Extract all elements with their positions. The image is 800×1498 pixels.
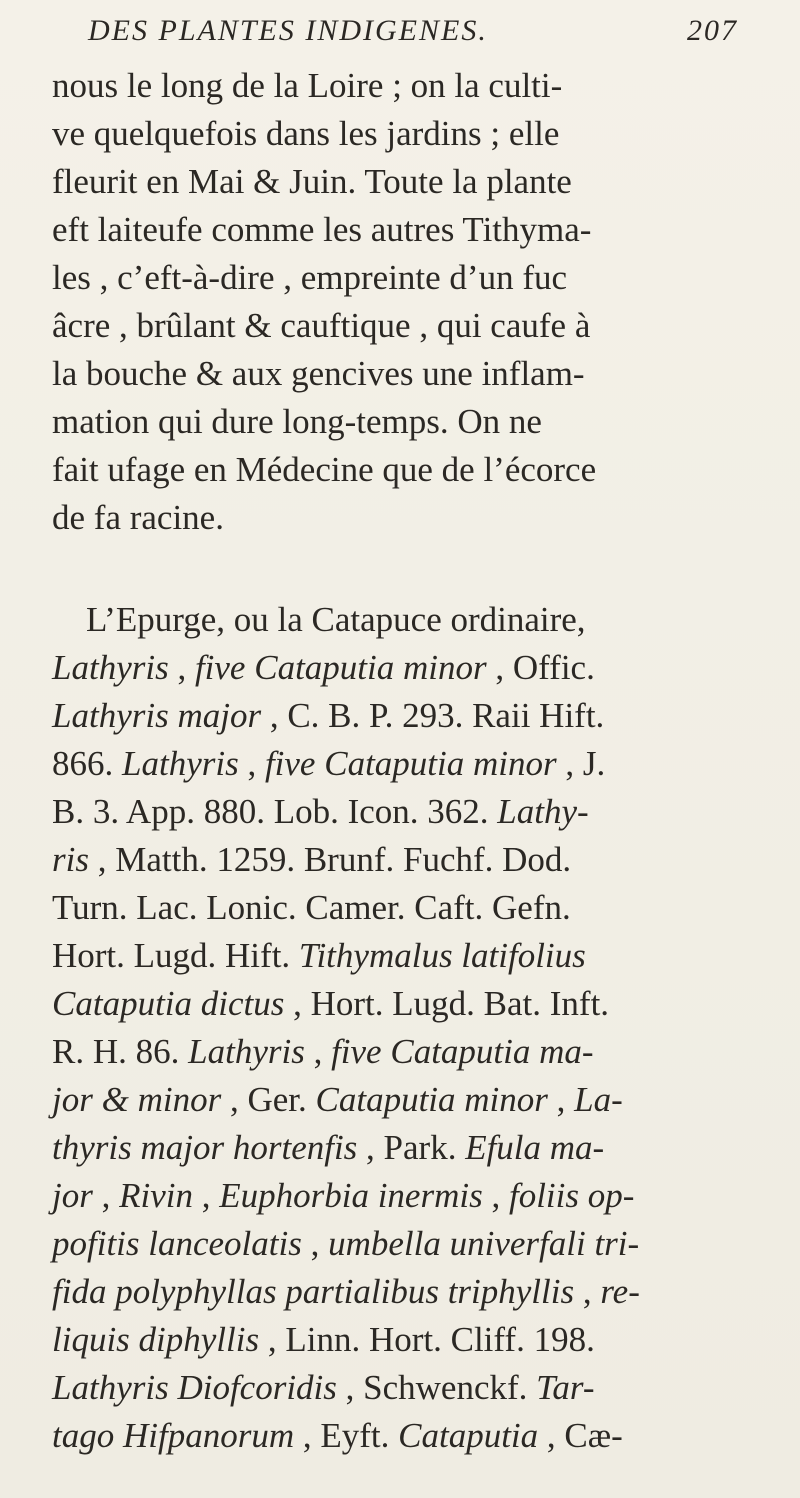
text-line xyxy=(52,692,762,740)
text-line xyxy=(52,62,762,110)
italic-segment: jor & minor xyxy=(52,1080,222,1119)
paragraph-2 xyxy=(52,596,762,1460)
italic-segment: Cataputia xyxy=(398,1416,539,1455)
text-segment: ve quelquefois dans les jardins ; elle xyxy=(52,114,560,153)
text-segment: , Park. xyxy=(357,1128,466,1167)
text-segment: B. 3. App. 880. Lob. Icon. 362. xyxy=(52,792,498,831)
italic-segment: Lathyris xyxy=(188,1032,305,1071)
text-segment: , Schwenckf. xyxy=(336,1368,537,1407)
body-text xyxy=(52,62,762,1460)
text-line xyxy=(52,158,762,206)
text-segment: âcre , brûlant & cauftique , qui caufe à xyxy=(52,306,591,345)
text-line xyxy=(52,302,762,350)
text-line xyxy=(52,1412,762,1460)
text-line xyxy=(52,494,762,542)
italic-segment: Efula ma- xyxy=(465,1128,605,1167)
text-segment: mation qui dure long-temps. On ne xyxy=(52,402,542,441)
text-segment: R. H. 86. xyxy=(52,1032,189,1071)
text-segment: fait ufage en Médecine que de l’écorce xyxy=(52,450,597,489)
text-segment: , Linn. Hort. Cliff. 198. xyxy=(259,1320,595,1359)
text-segment: , Offic. xyxy=(486,648,595,687)
text-segment: , xyxy=(192,1176,220,1215)
text-line xyxy=(52,1316,762,1364)
italic-segment: Tar- xyxy=(536,1368,595,1407)
italic-segment: five Cataputia ma- xyxy=(331,1032,594,1071)
italic-segment: Lathyris major xyxy=(52,696,262,735)
text-segment: , Cæ- xyxy=(538,1416,623,1455)
text-line xyxy=(52,788,762,836)
text-segment: , xyxy=(304,1032,332,1071)
text-segment: eft laiteufe comme les autres Tithyma- xyxy=(52,210,592,249)
text-segment: , Hort. Lugd. Bat. Inft. xyxy=(284,984,610,1023)
paragraph-1 xyxy=(52,62,762,542)
text-line xyxy=(52,836,762,884)
text-segment: L’Epurge, ou la Catapuce ordinaire, xyxy=(86,600,586,639)
italic-segment: re- xyxy=(600,1272,640,1311)
text-line xyxy=(52,1364,762,1412)
text-segment: , xyxy=(168,648,195,687)
text-line xyxy=(52,596,762,644)
text-line xyxy=(52,740,762,788)
text-line xyxy=(52,1028,762,1076)
italic-segment: five Cataputia minor xyxy=(194,648,487,687)
text-segment: , J. xyxy=(556,744,606,783)
text-segment: , Ger. xyxy=(221,1080,316,1119)
text-segment: nous le long de la Loire ; on la culti- xyxy=(52,66,563,105)
text-line xyxy=(52,1220,762,1268)
italic-segment: ris xyxy=(52,840,89,879)
paragraph-gap xyxy=(52,542,762,596)
text-segment: , xyxy=(482,1176,509,1215)
running-title: DES PLANTES INDIGENES. xyxy=(88,14,488,47)
text-segment: de fa racine. xyxy=(52,498,224,537)
text-segment: la bouche & aux gencives une inflam- xyxy=(52,354,585,393)
text-segment: Turn. Lac. Lonic. Camer. Caft. Gefn. xyxy=(52,888,571,927)
text-segment: les , c’eft-à-dire , empreinte d’un fuc xyxy=(52,258,568,297)
text-segment: , C. B. P. 293. Raii Hift. xyxy=(261,696,605,735)
text-line xyxy=(52,1172,762,1220)
text-segment: , xyxy=(574,1272,601,1311)
italic-segment: thyris major hortenfis xyxy=(52,1128,358,1167)
italic-segment: Rivin xyxy=(119,1176,193,1215)
text-segment: Hort. Lugd. Hift. xyxy=(52,936,299,975)
text-segment: , xyxy=(547,1080,575,1119)
italic-segment: Lathyris Diofcoridis xyxy=(52,1368,337,1407)
italic-segment: Cataputia minor xyxy=(315,1080,548,1119)
italic-segment: Lathyris xyxy=(52,648,169,687)
italic-segment: five Cataputia minor xyxy=(264,744,557,783)
italic-segment: Lathyris xyxy=(122,744,239,783)
italic-segment: foliis op- xyxy=(508,1176,635,1215)
text-segment: fleurit en Mai & Juin. Toute la plante xyxy=(52,162,572,201)
italic-segment: pofitis lanceolatis xyxy=(52,1224,302,1263)
italic-segment: Tithymalus latifolius xyxy=(298,936,586,975)
text-line xyxy=(52,980,762,1028)
italic-segment: umbella univerfali tri- xyxy=(328,1224,640,1263)
text-segment: 866. xyxy=(52,744,122,783)
text-line xyxy=(52,110,762,158)
text-line xyxy=(52,932,762,980)
page-number: 207 xyxy=(687,14,738,47)
text-line xyxy=(52,350,762,398)
italic-segment: Lathy- xyxy=(497,792,589,831)
text-line xyxy=(52,1076,762,1124)
text-line xyxy=(52,398,762,446)
italic-segment: La- xyxy=(574,1080,623,1119)
text-line xyxy=(52,446,762,494)
text-line xyxy=(52,254,762,302)
italic-segment: liquis diphyllis xyxy=(52,1320,260,1359)
text-line xyxy=(52,206,762,254)
text-line xyxy=(52,644,762,692)
text-segment: , xyxy=(301,1224,329,1263)
running-header xyxy=(88,14,738,48)
text-line xyxy=(52,1268,762,1316)
italic-segment: Euphorbia inermis xyxy=(219,1176,483,1215)
text-line xyxy=(52,884,762,932)
italic-segment: tago Hifpanorum xyxy=(52,1416,295,1455)
italic-segment: Cataputia dictus xyxy=(52,984,285,1023)
text-segment: , Matth. 1259. Brunf. Fuchf. Dod. xyxy=(88,840,572,879)
text-line xyxy=(52,1124,762,1172)
text-segment: , xyxy=(92,1176,120,1215)
text-segment: , xyxy=(238,744,265,783)
text-segment: , Eyft. xyxy=(294,1416,399,1455)
italic-segment: jor xyxy=(52,1176,93,1215)
italic-segment: fida polyphyllas partialibus triphyllis xyxy=(52,1272,575,1311)
